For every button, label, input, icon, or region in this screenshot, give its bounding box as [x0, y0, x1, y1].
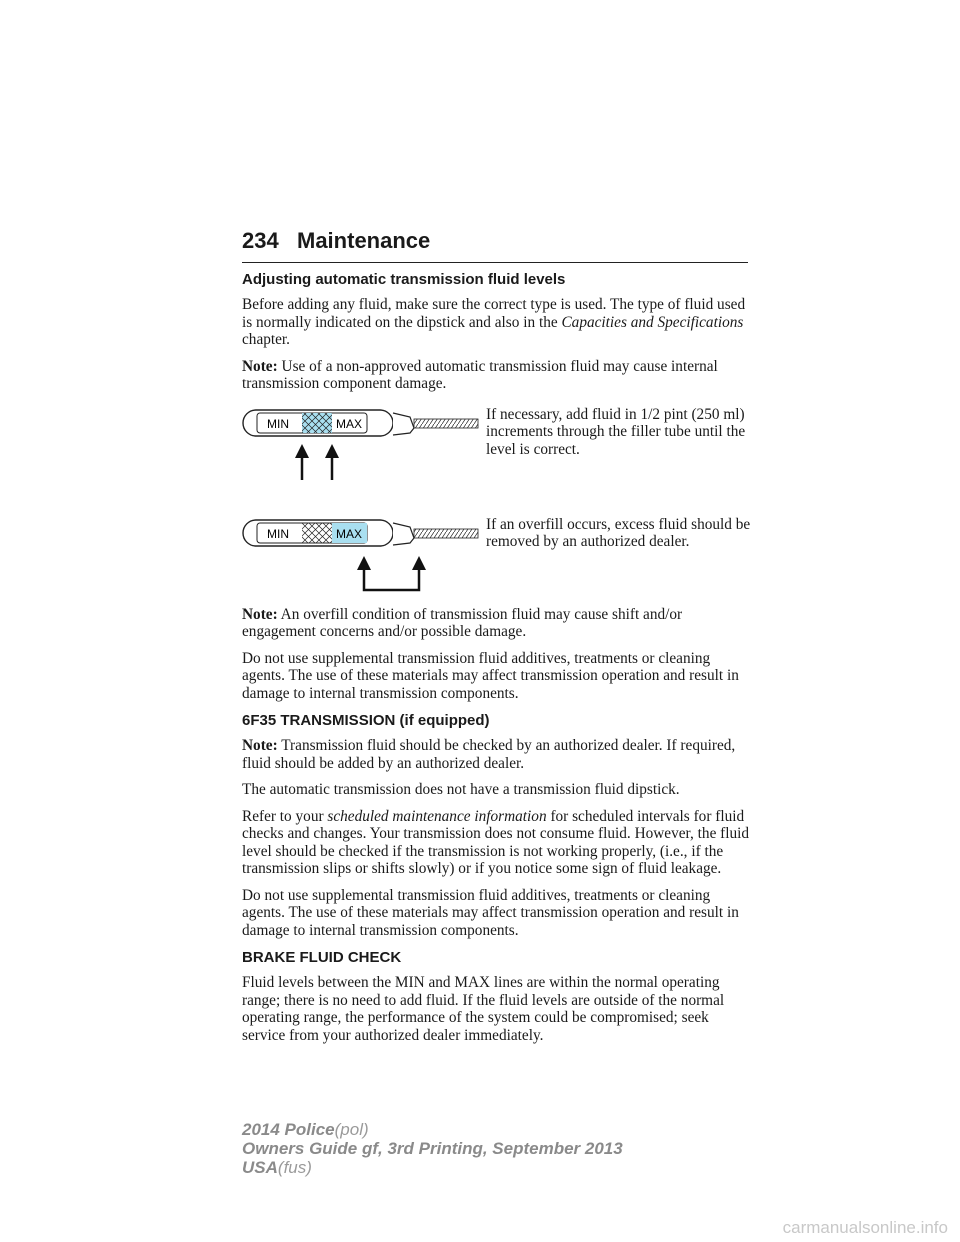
fig-text-add-fluid: If necessary, add fluid in 1/2 pint (250 ml) increments through the filler tube until the level is correct.	[486, 405, 746, 458]
dipstick-cable	[414, 419, 478, 428]
max-label: MAX	[335, 526, 363, 541]
section-heading-brake-fluid: BRAKE FLUID CHECK	[242, 949, 402, 966]
bracket-arrows-icon	[357, 556, 426, 590]
min-label: MIN	[267, 526, 289, 541]
footer-line-1: 2014 Police(pol)	[242, 1120, 369, 1139]
ref-scheduled-maintenance: scheduled maintenance information	[327, 807, 547, 825]
paragraph-no-dipstick: The automatic transmission does not have a transmission fluid dipstick.	[242, 781, 680, 798]
dipstick-illustration	[242, 400, 482, 600]
dipstick-figure	[242, 400, 752, 600]
section-heading-6f35: 6F35 TRANSMISSION (if equipped)	[242, 712, 490, 729]
ref-capacities: Capacities and Specifications	[561, 313, 744, 331]
paragraph-additives-1: Do not use supplemental transmission fluid additives, treatments or cleaning agents. The use of these materials may affect transmission operation and result in damage to internal transmission components.	[242, 649, 739, 702]
page-footer	[242, 1120, 623, 1177]
page-content	[242, 270, 752, 1053]
note-non-approved-fluid: Note: Use of a non-approved automatic transmission fluid may cause internal transmission component damage.	[242, 357, 718, 392]
watermark: carmanualsonline.info	[782, 1218, 948, 1237]
section-heading-adjusting: Adjusting automatic transmission fluid levels	[242, 271, 566, 288]
note-overfill: Note: An overfill condition of transmission fluid may cause shift and/or engagement concerns and/or possible damage.	[242, 605, 683, 640]
note-dealer-check: Note: Transmission fluid should be checked by an authorized dealer. If required, fluid should be added by an authorized dealer.	[242, 737, 736, 772]
paragraph-scheduled-maintenance: Refer to your scheduled maintenance information for scheduled intervals for fluid checks and changes. Your transmission does not consume fluid. However, the fluid level should be checked if the transmission is not working properly, (i.e., if the transmission slips or shifts slowly) or if you notice some sign of fluid leakage.	[242, 807, 750, 877]
chapter-title: Maintenance	[297, 228, 431, 253]
dipstick-cable	[414, 529, 478, 538]
arrow-up-icon	[325, 444, 339, 480]
min-label: MIN	[267, 416, 289, 431]
max-label: MAX	[335, 416, 363, 431]
dipstick-overfill	[243, 520, 478, 590]
dipstick-add-fluid	[243, 410, 478, 480]
paragraph-brake-fluid: Fluid levels between the MIN and MAX lines are within the normal operating range; there is no need to add fluid. If the fluid levels are outside of the normal operating range, the performance of the system could be compromised; seek service from your authorized dealer immediately.	[242, 974, 725, 1044]
paragraph-intro: Before adding any fluid, make sure the correct type is used. The type of fluid used is normally indicated on the dipstick and also in the Capacities and Specifications chapter.	[242, 296, 746, 348]
fig-text-overfill: If an overfill occurs, excess fluid should be removed by an authorized dealer.	[486, 515, 751, 550]
footer-line-3: USA(fus)	[242, 1158, 312, 1177]
page-header	[242, 228, 748, 263]
paragraph-additives-2: Do not use supplemental transmission fluid additives, treatments or cleaning agents. The use of these materials may affect transmission operation and result in damage to internal transmission components.	[242, 886, 739, 939]
arrow-up-icon	[295, 444, 309, 480]
page-number: 234	[242, 228, 279, 253]
footer-line-2: Owners Guide gf, 3rd Printing, September 2013	[242, 1139, 623, 1158]
